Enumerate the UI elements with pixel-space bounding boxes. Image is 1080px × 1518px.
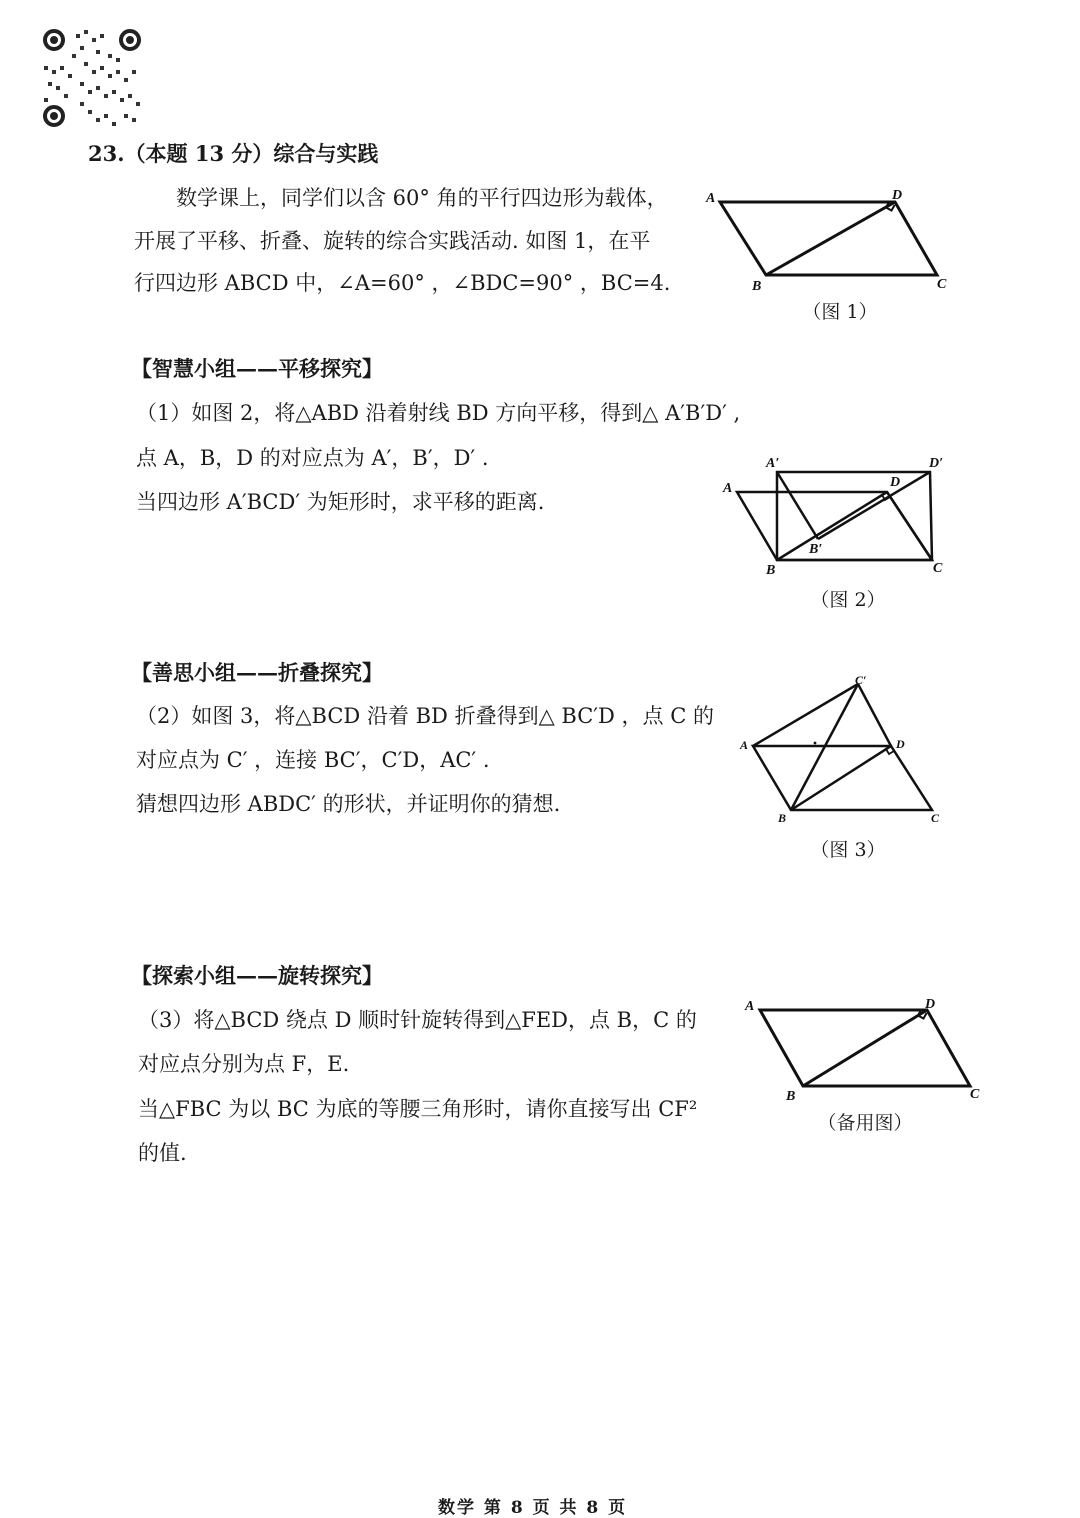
fig4-label-d: D xyxy=(925,997,936,1012)
fig3-label-d: D xyxy=(896,737,905,751)
fig3-label-c: C xyxy=(931,811,940,825)
figure-2 xyxy=(720,455,960,589)
figure-1 xyxy=(700,180,960,294)
fig1-label-b: B xyxy=(752,279,762,294)
section-1-line-2: 点 A，B，D 的对应点为 A′，B′，D′ . xyxy=(136,446,489,470)
fig4-label-a: A xyxy=(745,999,755,1014)
fig3-label-a: A xyxy=(740,738,749,752)
question-header: 23.（本题 13 分）综合与实践 xyxy=(88,141,379,166)
page-footer: 数学 第 8 页 共 8 页 xyxy=(438,1498,628,1518)
section-1-line-1: （1）如图 2，将△ABD 沿着射线 BD 方向平移，得到△ A′B′D′ , xyxy=(136,401,741,425)
section-3-line-2: 对应点分别为点 F，E. xyxy=(138,1052,350,1076)
section-1-line-3: 当四边形 A′BCD′ 为矩形时，求平移的距离. xyxy=(136,490,545,514)
fig2-label-d-prime: D′ xyxy=(929,456,944,471)
section-3-line-4: 的值. xyxy=(138,1141,187,1165)
qr-code xyxy=(40,26,144,130)
figure-1-caption: （图 1） xyxy=(802,301,878,323)
intro-line-1: 数学课上，同学们以含 60° 角的平行四边形为载体， xyxy=(176,186,668,210)
section-2-line-1: （2）如图 3，将△BCD 沿着 BD 折叠得到△ BC′D ，点 C 的 xyxy=(136,704,714,728)
fig2-label-a-prime: A′ xyxy=(766,456,780,471)
figure-4 xyxy=(740,990,990,1109)
section-2-title: 【善思小组——折叠探究】 xyxy=(131,660,383,685)
fig3-label-c-prime: C′ xyxy=(855,673,867,687)
fig4-label-c: C xyxy=(970,1087,980,1102)
fig4-label-b: B xyxy=(786,1089,796,1104)
intro-line-2: 开展了平移、折叠、旋转的综合实践活动. 如图 1，在平 xyxy=(134,229,651,253)
figure-2-caption: （图 2） xyxy=(810,589,886,611)
section-3-title: 【探索小组——旋转探究】 xyxy=(131,963,383,988)
section-1-title: 【智慧小组——平移探究】 xyxy=(131,356,383,381)
section-3-line-3: 当△FBC 为以 BC 为底的等腰三角形时，请你直接写出 CF² xyxy=(138,1097,698,1121)
fig1-label-d: D xyxy=(892,188,903,203)
fig1-label-a: A xyxy=(706,191,716,206)
fig2-label-b-prime: B′ xyxy=(809,542,823,557)
fig2-label-c: C xyxy=(933,561,943,576)
section-2-line-2: 对应点为 C′ ，连接 BC′，C′D，AC′ . xyxy=(136,748,490,772)
figure-3-caption: （图 3） xyxy=(810,839,886,861)
fig1-label-c: C xyxy=(937,277,947,292)
fig3-label-b: B xyxy=(778,811,787,825)
fig2-label-b: B xyxy=(766,563,776,578)
fig2-label-d: D xyxy=(890,475,901,490)
section-2-line-3: 猜想四边形 ABDC′ 的形状，并证明你的猜想. xyxy=(136,792,561,816)
section-3-line-1: （3）将△BCD 绕点 D 顺时针旋转得到△FED，点 B，C 的 xyxy=(138,1008,697,1032)
figure-4-caption: （备用图） xyxy=(817,1112,913,1134)
fig2-label-a: A xyxy=(723,481,733,496)
intro-line-3: 行四边形 ABCD 中，∠A=60° ，∠BDC=90° ，BC=4. xyxy=(134,271,671,295)
figure-3 xyxy=(735,672,955,836)
